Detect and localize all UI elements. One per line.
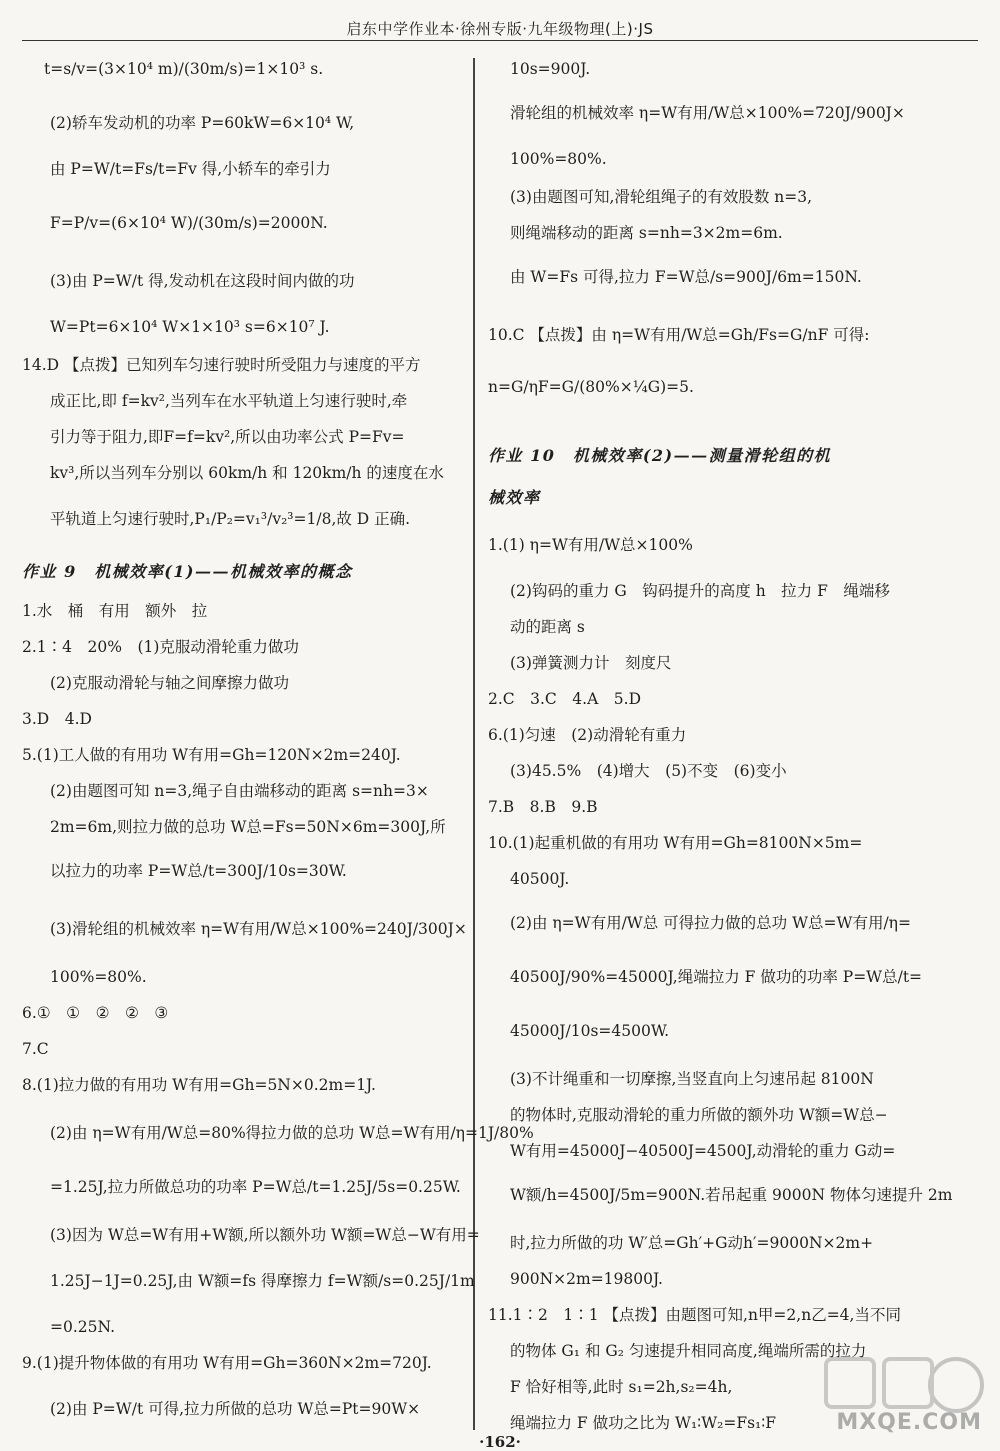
right-text-line: (2)钩码的重力 G 钩码提升的高度 h 拉力 F 绳端移 xyxy=(510,582,890,600)
left-text-line: 成正比,即 f=kv²,当列车在水平轨道上匀速行驶时,牵 xyxy=(50,392,408,410)
right-text-line: 作业 10 机械效率(2)——测量滑轮组的机 xyxy=(488,446,832,465)
right-text-line: 时,拉力所做的功 W′总=Gh′+G动h′=9000N×2m+ xyxy=(510,1234,874,1252)
left-text-line: 由 P=W/t=Fs/t=Fv 得,小轿车的牵引力 xyxy=(50,160,331,178)
left-text-line: 100%=80%. xyxy=(50,968,147,986)
left-text-line: (2)克服动滑轮与轴之间摩擦力做功 xyxy=(50,674,289,692)
left-text-line: 平轨道上匀速行驶时,P₁/P₂=v₁³/v₂³=1/8,故 D 正确. xyxy=(50,510,411,528)
left-text-line: 9.(1)提升物体做的有用功 W有用=Gh=360N×2m=720J. xyxy=(22,1354,432,1372)
left-text-line: kv³,所以当列车分别以 60km/h 和 120km/h 的速度在水 xyxy=(50,464,444,482)
left-text-line: 3.D 4.D xyxy=(22,710,92,728)
left-text-line: =0.25N. xyxy=(50,1318,115,1336)
column-divider xyxy=(473,58,475,1430)
right-text-line: 40500J/90%=45000J,绳端拉力 F 做功的功率 P=W总/t= xyxy=(510,968,923,986)
right-text-line: 40500J. xyxy=(510,870,570,888)
right-text-line: 滑轮组的机械效率 η=W有用/W总×100%=720J/900J× xyxy=(510,104,905,122)
right-text-line: 2.C 3.C 4.A 5.D xyxy=(488,690,641,708)
right-text-line: 11.1∶2 1∶1 【点拨】由题图可知,n甲=2,n乙=4,当不同 xyxy=(488,1306,901,1324)
left-text-line: 2.1∶4 20% (1)克服动滑轮重力做功 xyxy=(22,638,299,656)
right-text-line: 1.(1) η=W有用/W总×100% xyxy=(488,536,693,554)
right-text-line: 动的距离 s xyxy=(510,618,585,636)
left-text-line: 1.水 桶 有用 额外 拉 xyxy=(22,602,208,620)
right-text-line: 绳端拉力 F 做功之比为 W₁∶W₂=Fs₁∶F xyxy=(510,1414,777,1432)
right-text-line: W额/h=4500J/5m=900N.若吊起重 9000N 物体匀速提升 2m xyxy=(510,1186,953,1204)
left-text-line: 2m=6m,则拉力做的总功 W总=Fs=50N×6m=300J,所 xyxy=(50,818,446,836)
left-text-line: 7.C xyxy=(22,1040,49,1058)
right-text-line: (3)45.5% (4)增大 (5)不变 (6)变小 xyxy=(510,762,787,780)
left-text-line: 14.D 【点拨】已知列车匀速行驶时所受阻力与速度的平方 xyxy=(22,356,421,374)
right-text-line: 10.C 【点拨】由 η=W有用/W总=Gh/Fs=G/nF 可得: xyxy=(488,326,870,344)
header-title: 启东中学作业本·徐州专版·九年级物理(上)·JS xyxy=(346,20,654,38)
left-text-line: (2)轿车发动机的功率 P=60kW=6×10⁴ W, xyxy=(50,114,355,132)
left-text-line: t=s/v=(3×10⁴ m)/(30m/s)=1×10³ s. xyxy=(44,60,324,78)
left-text-line: 8.(1)拉力做的有用功 W有用=Gh=5N×0.2m=1J. xyxy=(22,1076,376,1094)
left-text-line: W=Pt=6×10⁴ W×1×10³ s=6×10⁷ J. xyxy=(50,318,330,336)
right-text-line: (3)由题图可知,滑轮组绳子的有效股数 n=3, xyxy=(510,188,813,206)
right-text-line: (3)弹簧测力计 刻度尺 xyxy=(510,654,672,672)
right-text-line: 械效率 xyxy=(488,488,541,507)
right-text-line: 则绳端移动的距离 s=nh=3×2m=6m. xyxy=(510,224,783,242)
right-text-line: (3)不计绳重和一切摩擦,当竖直向上匀速吊起 8100N xyxy=(510,1070,874,1088)
left-text-line: (2)由题图可知 n=3,绳子自由端移动的距离 s=nh=3× xyxy=(50,782,429,800)
right-text-line: 100%=80%. xyxy=(510,150,607,168)
right-text-line: 900N×2m=19800J. xyxy=(510,1270,663,1288)
right-text-line: 的物体时,克服动滑轮的重力所做的额外功 W额=W总− xyxy=(510,1106,888,1124)
right-text-line: 6.(1)匀速 (2)动滑轮有重力 xyxy=(488,726,687,744)
left-text-line: 以拉力的功率 P=W总/t=300J/10s=30W. xyxy=(50,862,347,880)
right-text-line: 的物体 G₁ 和 G₂ 匀速提升相同高度,绳端所需的拉力 xyxy=(510,1342,867,1360)
page-number: ·162· xyxy=(479,1433,521,1451)
right-text-line: 10s=900J. xyxy=(510,60,591,78)
left-text-line: 1.25J−1J=0.25J,由 W额=fs 得摩擦力 f=W额/s=0.25J/1m xyxy=(50,1272,475,1290)
right-text-line: 45000J/10s=4500W. xyxy=(510,1022,670,1040)
right-text-line: 7.B 8.B 9.B xyxy=(488,798,598,816)
left-text-line: 5.(1)工人做的有用功 W有用=Gh=120N×2m=240J. xyxy=(22,746,401,764)
page-header xyxy=(22,0,978,41)
left-text-line: F=P/v=(6×10⁴ W)/(30m/s)=2000N. xyxy=(50,214,328,232)
left-text-line: 6.① ① ② ② ③ xyxy=(22,1004,169,1022)
left-text-line: =1.25J,拉力所做总功的功率 P=W总/t=1.25J/5s=0.25W. xyxy=(50,1178,461,1196)
right-text-line: 由 W=Fs 可得,拉力 F=W总/s=900J/6m=150N. xyxy=(510,268,862,286)
left-text-line: 引力等于阻力,即F=f=kv²,所以由功率公式 P=Fv= xyxy=(50,428,405,446)
left-text-line: (3)因为 W总=W有用+W额,所以额外功 W额=W总−W有用= xyxy=(50,1226,480,1244)
right-text-line: F 恰好相等,此时 s₁=2h,s₂=4h, xyxy=(510,1378,733,1396)
left-text-line: (3)由 P=W/t 得,发动机在这段时间内做的功 xyxy=(50,272,355,290)
left-text-line: (2)由 η=W有用/W总=80%得拉力做的总功 W总=W有用/η=1J/80% xyxy=(50,1124,534,1142)
right-text-line: n=G/ηF=G/(80%×¼G)=5. xyxy=(488,378,694,396)
left-text-line: (3)滑轮组的机械效率 η=W有用/W总×100%=240J/300J× xyxy=(50,920,467,938)
right-text-line: W有用=45000J−40500J=4500J,动滑轮的重力 G动= xyxy=(510,1142,896,1160)
left-text-line: 作业 9 机械效率(1)——机械效率的概念 xyxy=(22,562,353,581)
watermark-text: MXQE.COM xyxy=(836,1410,982,1435)
left-text-line: (2)由 P=W/t 可得,拉力所做的总功 W总=Pt=90W× xyxy=(50,1400,421,1418)
right-text-line: (2)由 η=W有用/W总 可得拉力做的总功 W总=W有用/η= xyxy=(510,914,911,932)
right-text-line: 10.(1)起重机做的有用功 W有用=Gh=8100N×5m= xyxy=(488,834,863,852)
